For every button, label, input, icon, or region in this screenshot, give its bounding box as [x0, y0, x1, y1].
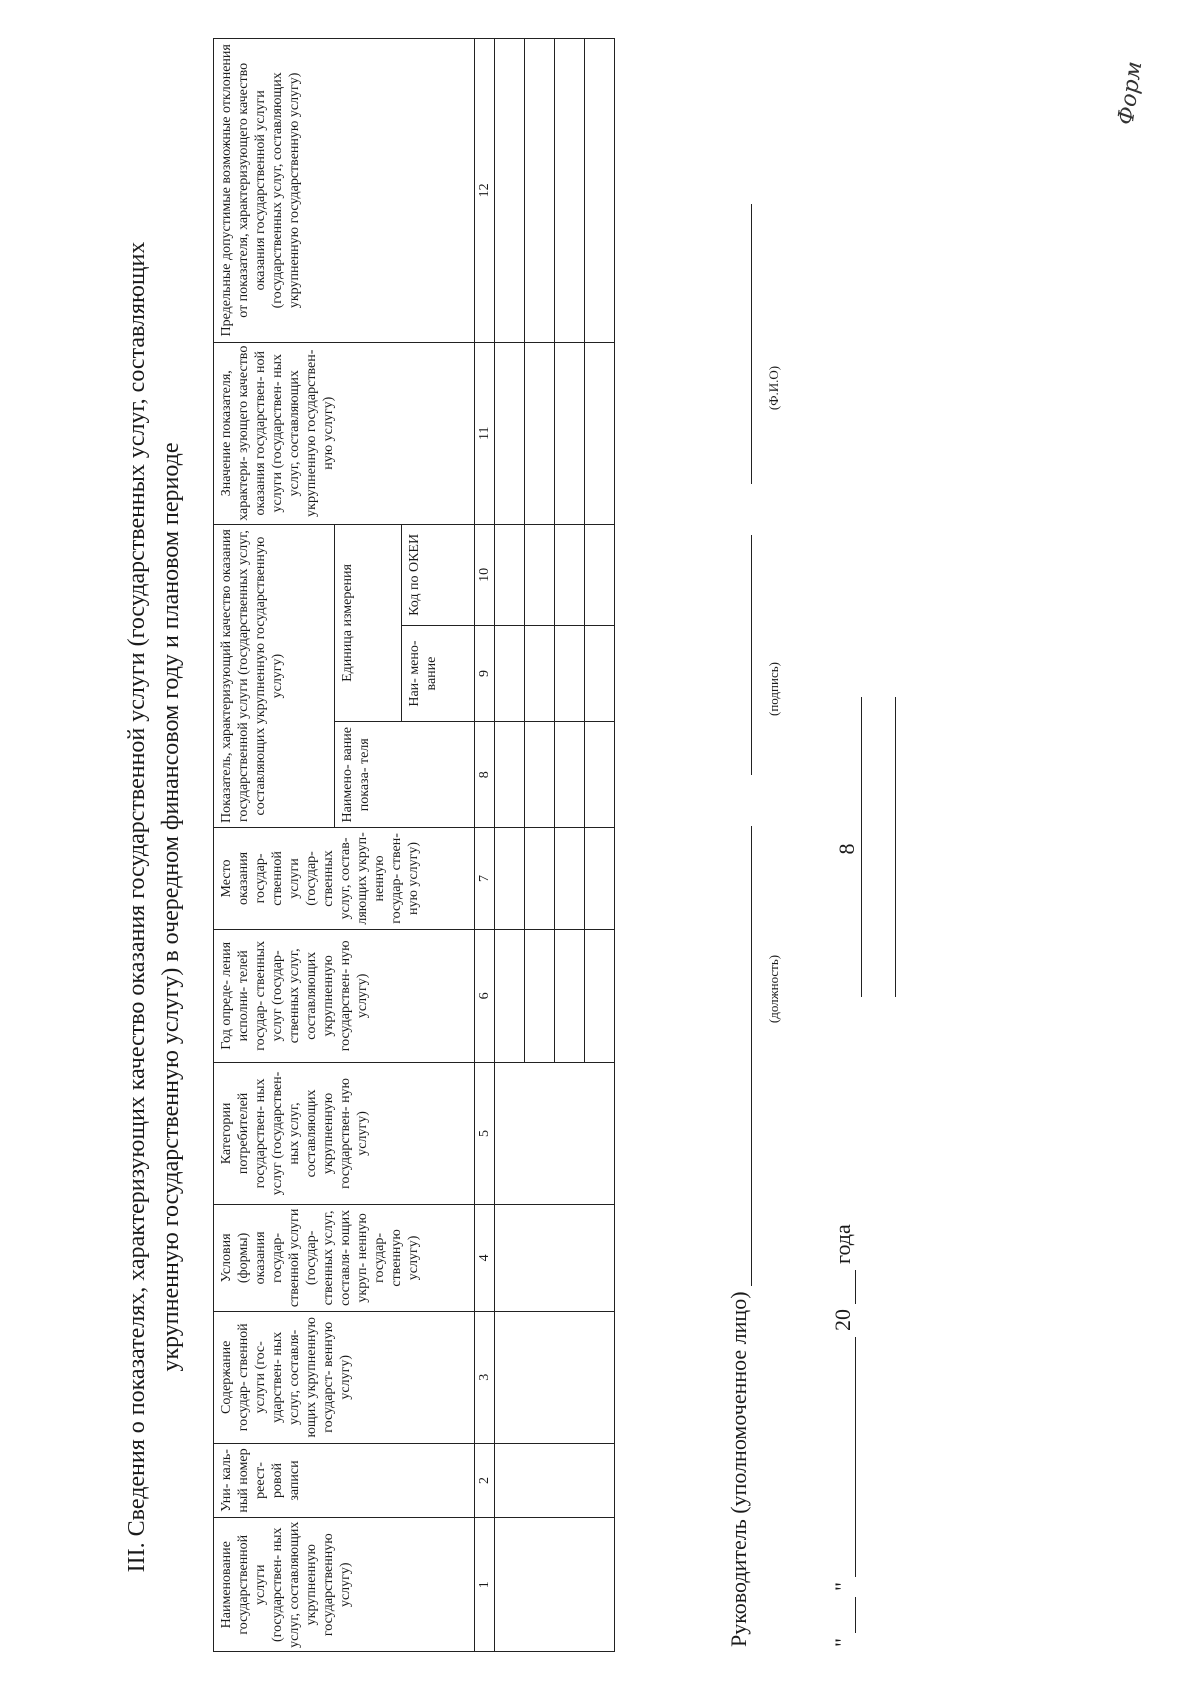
header-unit-name: Наи- мено- вание: [402, 625, 475, 721]
header-registry-number: Уни- каль- ный номер реест- ровой записи: [214, 1443, 475, 1518]
empty-cell[interactable]: [555, 929, 585, 1063]
empty-cell[interactable]: [495, 1443, 615, 1518]
header-unit-group: Единица измерения: [335, 524, 402, 721]
date-close-quote: ": [830, 1582, 855, 1592]
empty-cell[interactable]: [495, 1063, 615, 1205]
signature-field[interactable]: [727, 535, 752, 775]
header-service-name: Наименование государственной услуги (государствен- ных услуг, составляющих укрупненную государственную услугу): [214, 1518, 475, 1652]
empty-cell[interactable]: [585, 625, 615, 721]
header-quality-indicator-group: Показатель, характеризующий качество оказания государственной услуги (государственных услуг, составляющих укрупненную государственную услугу): [214, 524, 335, 828]
signature-row: [726, 204, 752, 1647]
empty-cell[interactable]: [585, 524, 615, 625]
column-number: 8: [475, 722, 495, 828]
empty-cell[interactable]: [495, 1204, 615, 1311]
empty-cell[interactable]: [555, 524, 585, 625]
extra-line[interactable]: [837, 697, 862, 997]
empty-cell[interactable]: [585, 828, 615, 929]
empty-cell[interactable]: [525, 524, 555, 625]
header-service-content: Содержание государ- ственной услуги (гос- ударствен- ных услуг, составля- ющих укрупненную государст- венную услугу): [214, 1312, 475, 1444]
empty-cell[interactable]: [585, 929, 615, 1063]
empty-cell[interactable]: [495, 342, 525, 524]
empty-cell[interactable]: [585, 39, 615, 343]
empty-cell[interactable]: [495, 1312, 615, 1444]
column-number: 10: [475, 524, 495, 625]
date-open-quote: ": [830, 1638, 855, 1647]
position-caption: (должность): [766, 954, 781, 1024]
signature-caption: (подпись): [766, 662, 781, 716]
empty-cell[interactable]: [555, 722, 585, 828]
empty-cell[interactable]: [585, 722, 615, 828]
empty-cell[interactable]: [555, 39, 585, 343]
header-indicator-name: Наимено- вание показа- теля: [335, 722, 475, 828]
day-field[interactable]: [831, 1597, 856, 1633]
column-number: 1: [475, 1518, 495, 1652]
header-service-conditions: Условия (формы) оказания государ- ственной услуги (государ- ственных услуг, составля- ющих укруп- ненную государ- ственную услугу): [214, 1204, 475, 1311]
extra-line[interactable]: [871, 697, 896, 997]
empty-cell[interactable]: [495, 929, 525, 1063]
full-name-field[interactable]: [727, 204, 752, 484]
column-number: 11: [475, 342, 495, 524]
empty-cell[interactable]: [585, 342, 615, 524]
year-field[interactable]: [831, 1270, 856, 1304]
full-name-caption: (Ф.И.О): [766, 365, 781, 411]
empty-cell[interactable]: [555, 342, 585, 524]
year-suffix: года: [830, 1224, 855, 1265]
header-allowed-deviations: Предельные допустимые возможные отклонения от показателя, характеризующего качество оказания государственной услуги (государственных услуг, составляющих укрупненную государственную услугу): [214, 39, 475, 343]
header-indicator-value: Значение показателя, характери- зующего качество оказания государствен- ной услуги (государствен- ных услуг, составляющих укрупненную государствен- ную услугу): [214, 342, 475, 524]
column-number: 7: [475, 828, 495, 929]
column-number: 5: [475, 1063, 495, 1205]
column-number: 6: [475, 929, 495, 1063]
empty-cell[interactable]: [555, 828, 585, 929]
date-row: [830, 1224, 856, 1647]
year-prefix: 20: [830, 1309, 855, 1332]
month-field[interactable]: [831, 1337, 856, 1577]
empty-cell[interactable]: [495, 625, 525, 721]
section-title: III. Сведения о показателях, характеризующих качество оказания государственной услуги (государственных услуг, составляющих укрупненную государственную услугу) в очередном финансовом году и плановом периоде: [124, 241, 184, 1573]
empty-cell[interactable]: [555, 625, 585, 721]
header-executor-year: Год опреде- ления исполни- телей государ- ственных услуг (государ- ственных услуг, составляющих укрупненную государствен- ную услугу): [214, 929, 475, 1063]
page-number: 8: [834, 843, 859, 855]
position-field[interactable]: [727, 826, 752, 1286]
signatory-label: Руководитель (уполномоченное лицо): [726, 1291, 751, 1647]
empty-cell[interactable]: [495, 39, 525, 343]
empty-cell[interactable]: [525, 625, 555, 721]
empty-cell[interactable]: [495, 722, 525, 828]
empty-cell[interactable]: [525, 722, 555, 828]
empty-cell[interactable]: [525, 342, 555, 524]
handwritten-mark: Форм: [1113, 59, 1148, 127]
column-number: 2: [475, 1443, 495, 1518]
empty-cell[interactable]: [495, 524, 525, 625]
empty-cell[interactable]: [525, 828, 555, 929]
column-numbers-row: [475, 39, 495, 1652]
empty-cell[interactable]: [495, 1518, 615, 1652]
table-row: [495, 39, 525, 1652]
empty-cell[interactable]: [525, 39, 555, 343]
column-number: 4: [475, 1204, 495, 1311]
header-consumer-categories: Категории потребителей государствен- ных услуг (государствен- ных услуг, составляющих укрупненную государствен- ную услугу): [214, 1063, 475, 1205]
column-number: 3: [475, 1312, 495, 1444]
column-number: 9: [475, 625, 495, 721]
header-okei-code: Код по ОКЕИ: [402, 524, 475, 625]
empty-cell[interactable]: [525, 929, 555, 1063]
header-service-place: Место оказания государ- ственной услуги (государ- ственных услуг, состав- ляющих укруп- ненную государ- ствен- ную услугу): [214, 828, 475, 929]
empty-cell[interactable]: [495, 828, 525, 929]
column-number: 12: [475, 39, 495, 343]
quality-indicators-table: [213, 38, 615, 1652]
